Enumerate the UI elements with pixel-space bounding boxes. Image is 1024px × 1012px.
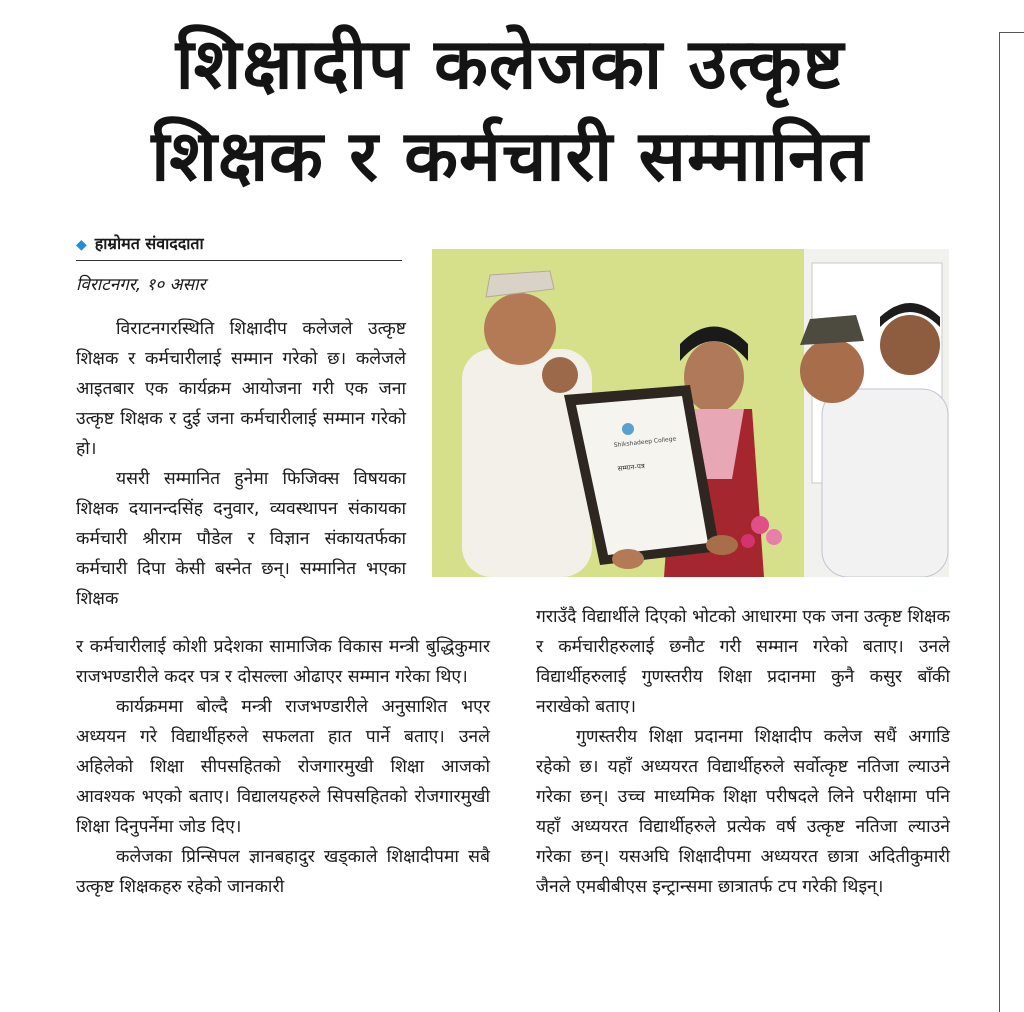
article-column-right [536, 602, 950, 902]
article-column-left-top [76, 314, 406, 614]
news-photo [432, 249, 949, 577]
page-edge-divider [999, 32, 1000, 1012]
article-paragraph: कार्यक्रममा बोल्दै मन्त्री राजभण्डारीले अनुसाशित भएर अध्ययन गरे विद्यार्थीहरुले सफलता हात पार्ने बताए। उनले अहिलेको शिक्षा सीपसहितको रोजगारमुखी शिक्षा आजको आवश्यक भएको बताए। विद्यालयहरुले सिपसहितको रोजगारमुखी शिक्षा दिनुपर्नेमा जोड दिए। [76, 697, 490, 837]
dateline: विराटनगर, १० असार [76, 275, 206, 295]
article-paragraph: विराटनगरस्थिति शिक्षादीप कलेजले उत्कृष्ट शिक्षक र कर्मचारीलाई सम्मान गरेको छ। कलेजले आइतबार एक कार्यक्रम आयोजना गरी एक जना उत्कृष्ट शिक्षक र दुई जना कर्मचारीलाई सम्मान गरेको हो। [76, 319, 406, 459]
headline [60, 18, 960, 202]
article-paragraph: गुणस्तरीय शिक्षा प्रदानमा शिक्षादीप कलेज सधैं अगाडि रहेको छ। यहाँ अध्ययरत विद्यार्थीहरुले सर्वोत्कृष्ट नतिजा ल्याउने गरेका छन्। उच्च माध्यमिक शिक्षा परीषदले लिने परीक्षामा पनि यहाँ अध्ययरत विद्यार्थीहरुले प्रत्येक वर्ष उत्कृष्ट नतिजा ल्याउने गरेका छन्। यसअघि शिक्षादीपमा अध्ययरत छात्रा अदितीकुमारी जैनले एमबीबीएस इन्ट्रान्समा छात्रातर्फ टप गरेकी थिइन्। [536, 727, 950, 897]
headline-line-2: शिक्षक र कर्मचारी सम्मानित [151, 115, 869, 197]
diamond-icon: ◆ [76, 237, 87, 253]
page-edge-divider [999, 32, 1024, 33]
byline [76, 232, 402, 261]
headline-line-1: शिक्षादीप कलेजका उत्कृष्ट [175, 23, 845, 105]
photo-illustration [432, 249, 949, 577]
article-paragraph: यसरी सम्मानित हुनेमा फिजिक्स विषयका शिक्षक दयानन्दसिंह दनुवार, व्यवस्थापन संकायका कर्मचारी श्रीराम पौडेल र विज्ञान संकायतर्फका कर्मचारी दिपा केसी बस्नेत छन्। सम्मानित भएका शिक्षक [76, 469, 406, 609]
byline-text: हाम्रोमत संवाददाता [94, 234, 204, 253]
article-paragraph: कलेजका प्रिन्सिपल ज्ञानबहादुर खड्काले शिक्षादीपमा सबै उत्कृष्ट शिक्षकहरु रहेको जानकारी [76, 847, 490, 897]
article-paragraph: र कर्मचारीलाई कोशी प्रदेशका सामाजिक विकास मन्त्री बुद्धिकुमार राजभण्डारीले कदर पत्र र दोसल्ला ओढाएर सम्मान गरेका थिए। [76, 637, 490, 687]
certificate-heading: Shikshadeep College [613, 435, 677, 449]
certificate-text: सम्मान-पत्र [617, 462, 646, 473]
article-column-left-bottom [76, 632, 490, 902]
article-paragraph: गराउँदै विद्यार्थीले दिएको भोटको आधारमा एक जना उत्कृष्ट शिक्षक र कर्मचारीहरुलाई छनौट गरी सम्मान गरेको बताए। उनले विद्यार्थीहरुलाई गुणस्तरीय शिक्षा प्रदानमा कुनै कसुर बाँकी नराखेको बताए। [536, 607, 950, 717]
